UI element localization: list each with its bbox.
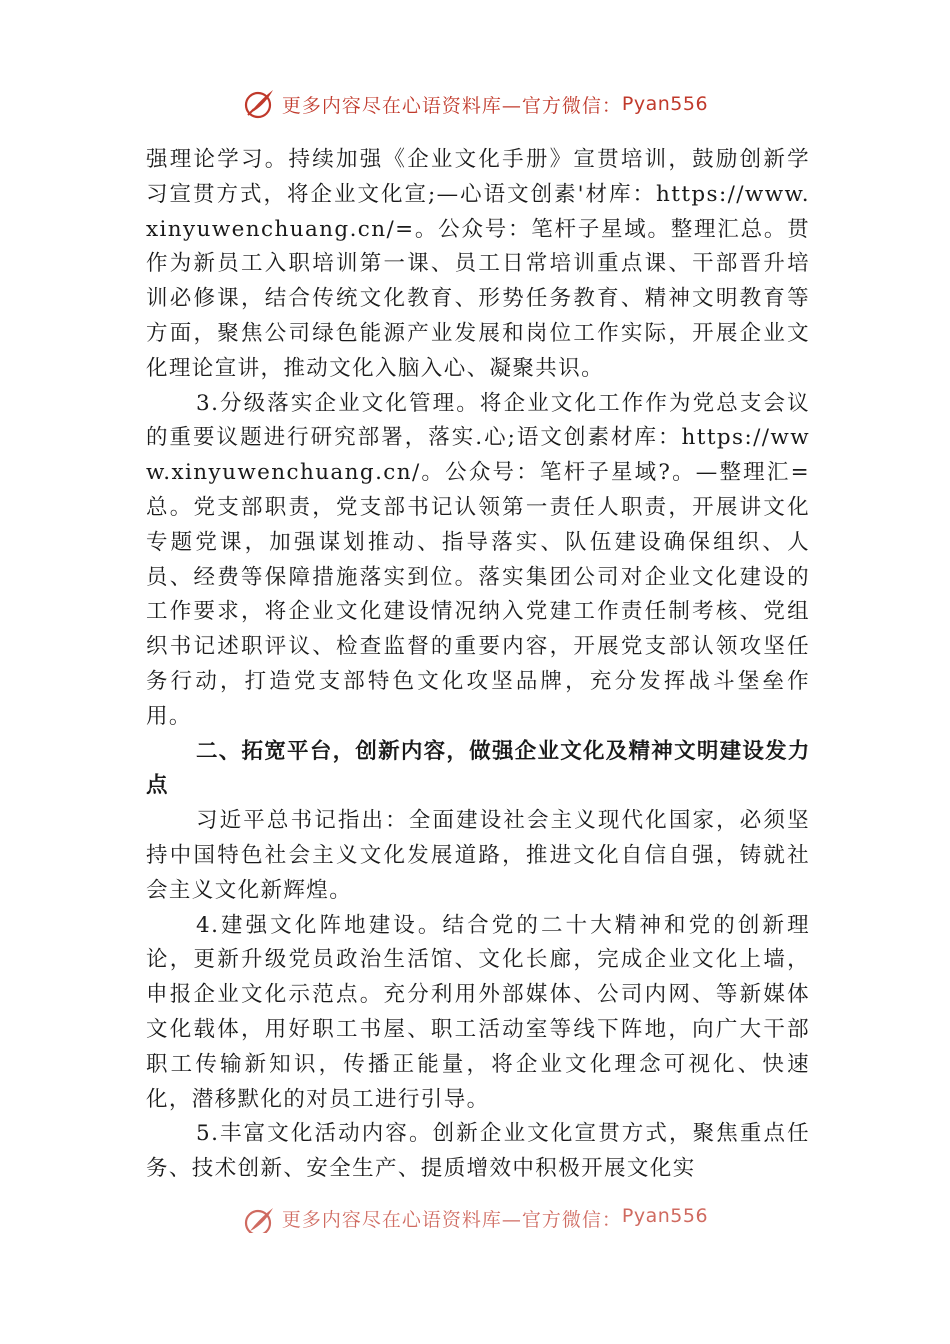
section-heading-2: 二、拓宽平台，创新内容，做强企业文化及精神文明建设发力点 — [146, 738, 810, 799]
watermark-text: 更多内容尽在心语资料库—官方微信： — [281, 94, 622, 117]
document-body — [146, 143, 810, 1216]
paragraph-1: 强理论学习。持续加强《企业文化手册》宣贯培训，鼓励创新学习宣贯方式，将企业文化宣;—心语文创素'材库：https://www.xinyuwenchuang.cn/=。公众号：笔杆子星域。整理汇总。贯作为新员工入职培训第一课、员工日常培训重点课、干部晋升培训必修课，结合传统文化教育、形势任务教育、精神文明教育等方面，聚焦公司绿色能源产业发展和岗位工作实际，开展企业文化理论宣讲，推动文化入脑入心、凝聚共识。 — [146, 147, 810, 381]
quill-circle-logo-icon — [242, 1205, 276, 1233]
header-watermark — [0, 84, 950, 124]
paragraph-5: 5.丰富文化活动内容。创新企业文化宣贯方式，聚焦重点任务、技术创新、安全生产、提质增效中积极开展文化实 — [146, 1121, 810, 1182]
footer-watermark — [0, 1205, 950, 1233]
paragraph-2: 3.分级落实企业文化管理。将企业文化工作作为党总支会议的重要议题进行研究部署，落实.心;语文创素材库：https://www.xinyuwenchuang.cn/。公众号：笔杆子星域?。—整理汇=总。党支部职责，党支部书记认领第一责任人职责，开展讲文化专题党课，加强谋划推动、指导落实、队伍建设确保组织、人员、经费等保障措施落实到位。落实集团公司对企业文化建设的工作要求，将企业文化建设情况纳入党建工作责任制考核、党组织书记述职评议、检查监督的重要内容，开展党支部认领攻坚任务行动，打造党支部特色文化攻坚品牌，充分发挥战斗堡垒作用。 — [146, 390, 810, 729]
watermark-wechat-id: Pyan556 — [621, 1205, 709, 1227]
watermark-text: 更多内容尽在心语资料库—官方微信： — [281, 1209, 622, 1231]
paragraph-3: 习近平总书记指出：全面建设社会主义现代化国家，必须坚持中国特色社会主义文化发展道路，推进文化自信自强，铸就社会主义文化新辉煌。 — [146, 808, 810, 903]
quill-circle-logo-icon — [242, 87, 276, 121]
paragraph-4: 4.建强文化阵地建设。结合党的二十大精神和党的创新理论，更新升级党员政治生活馆、文化长廊，完成企业文化上墙，申报企业文化示范点。充分利用外部媒体、公司内网、等新媒体文化载体，用好职工书屋、职工活动室等线下阵地，向广大干部职工传输新知识，传播正能量，将企业文化理念可视化、快速化，潜移默化的对员工进行引导。 — [146, 912, 810, 1112]
watermark-wechat-id: Pyan556 — [621, 93, 709, 115]
